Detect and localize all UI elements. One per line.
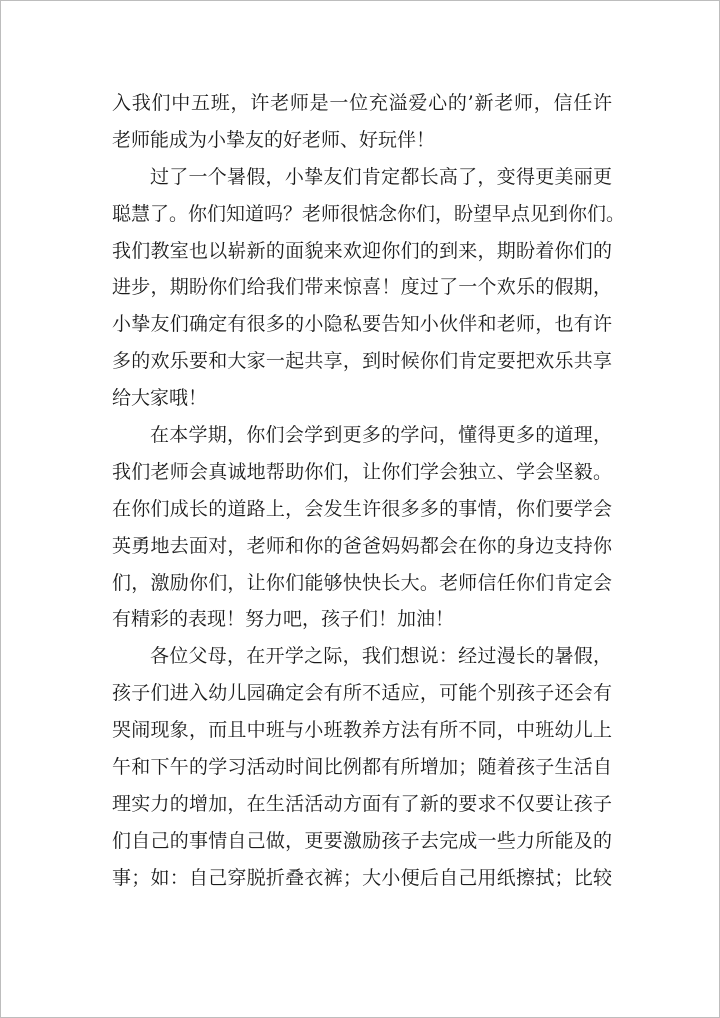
text-line: 多的欢乐要和大家一起共享，到时候你们肯定要把欢乐共享 <box>112 350 612 373</box>
text-line: 孩子们进入幼儿园确定会有所不适应，可能个别孩子还会有 <box>112 682 612 705</box>
document-body <box>112 85 626 897</box>
text-line: 聪慧了。你们知道吗？老师很惦念你们，盼望早点见到你们。 <box>112 202 626 225</box>
text-line: 在本学期，你们会学到更多的学问，懂得更多的道理， <box>150 424 612 447</box>
text-line: 们自己的事情自己做，更要激励孩子去完成一些力所能及的 <box>112 829 612 852</box>
text-line: 们，激励你们，让你们能够快快长大。老师信任你们肯定会 <box>112 571 612 594</box>
text-line: 老师能成为小挚友的好老师、好玩伴！ <box>112 128 436 151</box>
text-line: 午和下午的学习活动时间比例都有所增加；随着孩子生活自 <box>112 756 612 779</box>
text-line: 给大家哦！ <box>112 387 208 410</box>
text-line: 理实力的增加，在生活活动方面有了新的要求不仅要让孩子 <box>112 792 612 815</box>
text-line: 入我们中五班，许老师是一位充溢爱心的’新老师，信任许 <box>112 92 612 114</box>
text-line: 我们教室也以崭新的面貌来欢迎你们的到来，期盼着你们的 <box>112 239 612 262</box>
text-line: 英勇地去面对，老师和你的爸爸妈妈都会在你的身边支持你 <box>112 534 612 557</box>
text-line: 事；如：自己穿脱折叠衣裤；大小便后自己用纸擦拭；比较 <box>112 866 612 889</box>
text-line: 各位父母，在开学之际，我们想说：经过漫长的暑假， <box>150 645 612 668</box>
text-line: 进步，期盼你们给我们带来惊喜！度过了一个欢乐的假期， <box>112 276 612 299</box>
text-line: 我们老师会真诚地帮助你们，让你们学会独立、学会坚毅。 <box>112 460 612 483</box>
text-line: 有精彩的表现！努力吧，孩子们！加油！ <box>112 608 455 631</box>
text-line: 在你们成长的道路上，会发生许很多多的事情，你们要学会 <box>112 497 612 520</box>
text-line: 哭闹现象，而且中班与小班教养方法有所不同，中班幼儿上 <box>112 719 612 742</box>
text-line: 过了一个暑假，小挚友们肯定都长高了，变得更美丽更 <box>150 165 612 188</box>
text-line: 小挚友们确定有很多的小隐私要告知小伙伴和老师，也有许 <box>112 313 612 336</box>
